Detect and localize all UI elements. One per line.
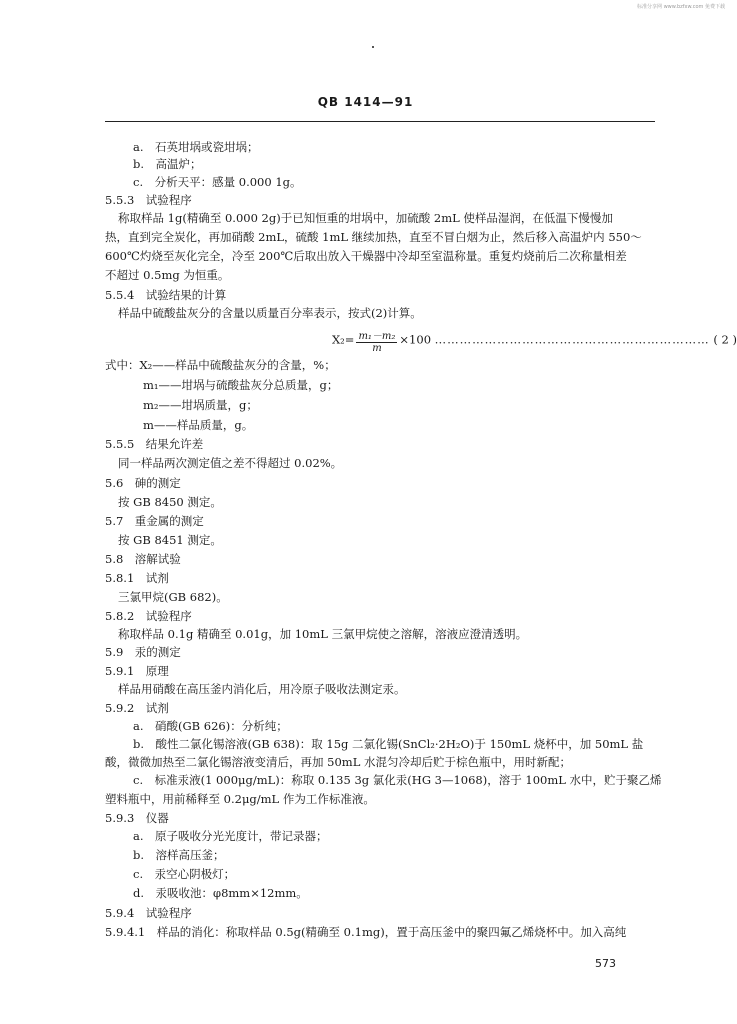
speck xyxy=(372,46,374,48)
paragraph-line: 三氯甲烷(GB 682)。 xyxy=(118,590,228,604)
section-heading-5-9-1: 5.9.1 原理 xyxy=(105,664,169,678)
instrument-item-c: c. 汞空心阴极灯； xyxy=(133,867,236,881)
section-heading-5-8: 5.8 溶解试验 xyxy=(105,552,181,566)
page-number: 573 xyxy=(595,957,616,970)
section-heading-5-6: 5.6 砷的测定 xyxy=(105,476,181,490)
paragraph-line: 5.9.4.1 样品的消化：称取样品 0.5g(精确至 0.1mg)，置于高压釜中的聚四氟乙烯烧杯中。加入高纯 xyxy=(105,925,627,939)
reagent-item-a: a. 硝酸(GB 626)：分析纯； xyxy=(133,719,288,733)
formula-denominator: m xyxy=(372,343,382,354)
paragraph-line: 600℃灼烧至灰化完全，冷至 200℃后取出放入干燥器中冷却至室温称量。重复灼烧前后二次称量相差 xyxy=(105,249,627,263)
paragraph-line: 热，直到完全炭化，再加硝酸 2mL，硫酸 1mL 继续加热，直至不冒白烟为止，然后移入高温炉内 550～ xyxy=(105,230,642,244)
section-heading-5-9-3: 5.9.3 仪器 xyxy=(105,811,169,825)
paragraph-line: 样品用硝酸在高压釜内消化后，用冷原子吸收法测定汞。 xyxy=(118,682,406,696)
reagent-item-b: b. 酸性二氯化锡溶液(GB 638)：取 15g 二氯化锡(SnCl₂·2H₂O)于 150mL 烧杯中，加 50mL 盐 xyxy=(133,737,644,751)
equipment-item-b: b. 高温炉； xyxy=(133,157,202,171)
section-heading-5-9: 5.9 汞的测定 xyxy=(105,645,181,659)
instrument-item-b: b. 溶样高压釜； xyxy=(133,848,225,862)
formula-numerator: m₁－m₂ xyxy=(356,327,397,343)
section-heading-5-5-5: 5.5.5 结果允许差 xyxy=(105,437,204,451)
paragraph-line: 塑料瓶中，用前稀释至 0.2μg/mL 作为工作标准液。 xyxy=(105,792,375,806)
section-heading-5-9-2: 5.9.2 试剂 xyxy=(105,701,169,715)
where-line: 式中：X₂——样品中硫酸盐灰分的含量，%； xyxy=(105,358,336,372)
paragraph-line: 酸，微微加热至二氯化锡溶液变清后，再加 50mL 水混匀冷却后贮于棕色瓶中，用时新配； xyxy=(105,755,571,769)
where-line: m₁——坩埚与硫酸盐灰分总质量，g； xyxy=(143,378,339,392)
formula-number: ( 2 ) xyxy=(713,332,737,347)
section-heading-5-9-4: 5.9.4 试验程序 xyxy=(105,906,192,920)
paragraph-line: 样品中硫酸盐灰分的含量以质量百分率表示，按式(2)计算。 xyxy=(118,306,422,320)
section-heading-5-5-3: 5.5.3 试验程序 xyxy=(105,193,192,207)
instrument-item-d: d. 汞吸收池：φ8mm×12mm。 xyxy=(133,886,308,900)
paragraph-line: 按 GB 8451 测定。 xyxy=(118,533,222,547)
paragraph-line: 同一样品两次测定值之差不得超过 0.02%。 xyxy=(118,456,343,470)
section-heading-5-5-4: 5.5.4 试验结果的计算 xyxy=(105,288,227,302)
where-line: m₂——坩埚质量，g； xyxy=(143,398,258,412)
paragraph-line: 按 GB 8450 测定。 xyxy=(118,495,222,509)
where-line: m——样品质量，g。 xyxy=(143,418,254,432)
equipment-item-a: a. 石英坩埚或瓷坩埚； xyxy=(133,140,259,154)
standard-header: QB 1414—91 xyxy=(317,95,414,109)
formula-rhs: ×100 xyxy=(399,332,432,347)
section-heading-5-8-1: 5.8.1 试剂 xyxy=(105,571,169,585)
formula-lhs: X₂= xyxy=(332,332,355,347)
section-heading-5-8-2: 5.8.2 试验程序 xyxy=(105,609,192,623)
header-rule xyxy=(105,121,655,122)
formula-fraction xyxy=(356,327,397,354)
watermark: 标准分享网 www.bzfxw.com 免费下载 xyxy=(637,4,725,10)
formula-2 xyxy=(332,327,737,354)
reagent-item-c: c. 标准汞液(1 000μg/mL)：称取 0.135 3g 氯化汞(HG 3—1068)，溶于 100mL 水中，贮于聚乙烯 xyxy=(133,773,662,787)
instrument-item-a: a. 原子吸收分光光度计，带记录器； xyxy=(133,829,328,843)
equipment-item-c: c. 分析天平：感量 0.000 1g。 xyxy=(133,175,302,189)
formula-leader-dots: ………………………………………………………… xyxy=(434,332,710,347)
paragraph-line: 不超过 0.5mg 为恒重。 xyxy=(105,268,230,282)
paragraph-line: 称取样品 1g(精确至 0.000 2g)于已知恒重的坩埚中，加硫酸 2mL 使样品湿润，在低温下慢慢加 xyxy=(118,211,613,225)
section-heading-5-7: 5.7 重金属的测定 xyxy=(105,514,204,528)
paragraph-line: 称取样品 0.1g 精确至 0.01g，加 10mL 三氯甲烷使之溶解，溶液应澄清透明。 xyxy=(118,627,528,641)
